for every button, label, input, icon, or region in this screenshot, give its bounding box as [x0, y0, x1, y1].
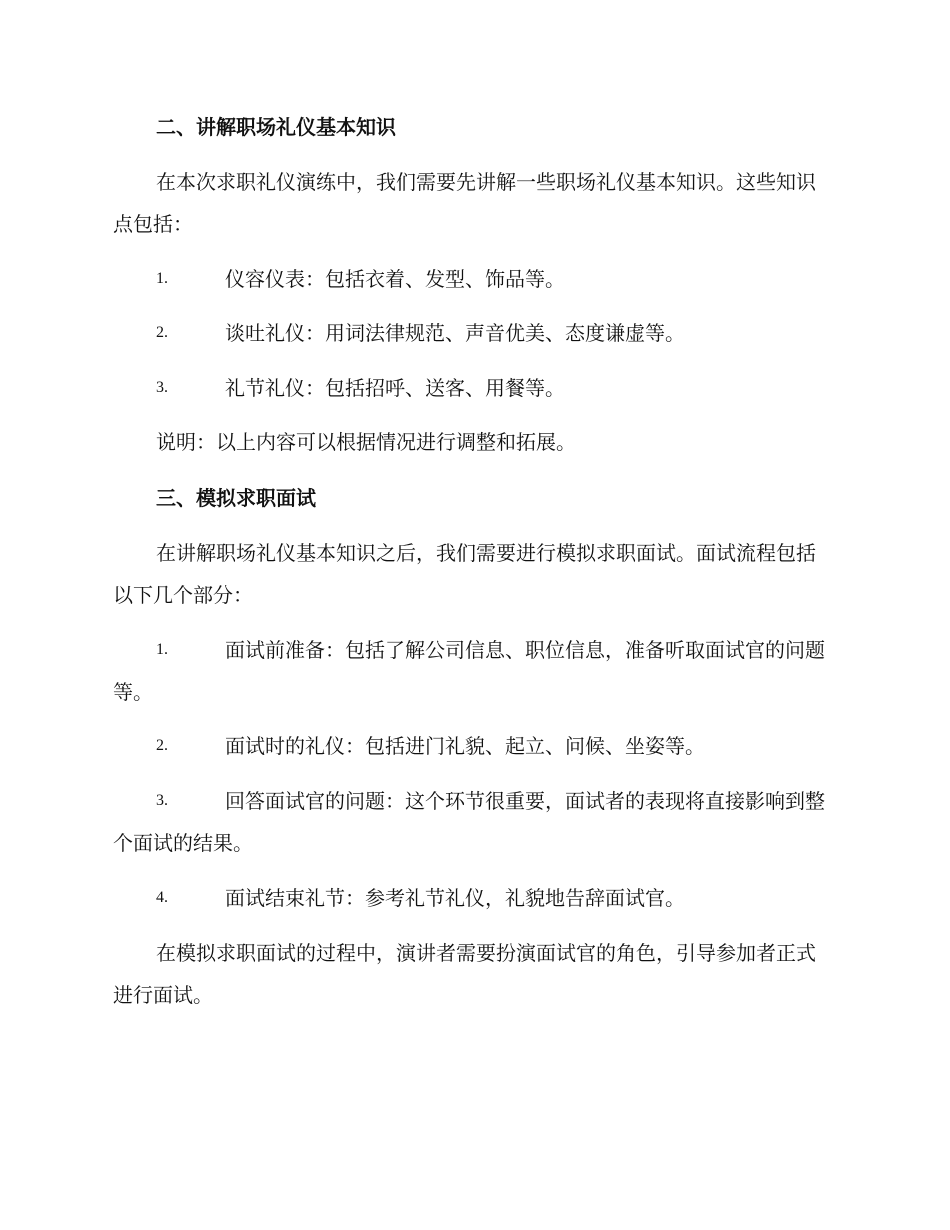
list-item — [113, 258, 833, 300]
list-item — [113, 725, 833, 767]
list-item-text: 面试时的礼仪：包括进门礼貌、起立、问候、坐姿等。 — [225, 734, 705, 758]
section-2-note: 说明：以上内容可以根据情况进行调整和拓展。 — [156, 430, 576, 454]
list-item-number: 4. — [156, 889, 168, 906]
list-item — [113, 312, 833, 354]
list-item-number: 2. — [156, 324, 168, 341]
list-item-text: 仪容仪表：包括衣着、发型、饰品等。 — [225, 267, 565, 291]
list-item-number: 1. — [156, 270, 168, 287]
list-item-number: 3. — [156, 379, 168, 396]
list-item-number: 2. — [156, 737, 168, 754]
list-item-text: 谈吐礼仪：用词法律规范、声音优美、态度谦虚等。 — [225, 321, 685, 345]
list-item-number: 1. — [156, 641, 168, 658]
section-3-closing: 在模拟求职面试的过程中，演讲者需要扮演面试官的角色，引导参加者正式进行面试。 — [113, 941, 816, 1007]
list-item — [113, 629, 833, 713]
list-item-text: 礼节礼仪：包括招呼、送客、用餐等。 — [225, 376, 565, 400]
section-heading-2: 二、讲解职场礼仪基本知识 — [156, 115, 396, 139]
section-2-intro: 在本次求职礼仪演练中，我们需要先讲解一些职场礼仪基本知识。这些知识点包括： — [113, 170, 816, 236]
list-item-text: 面试结束礼节：参考礼节礼仪，礼貌地告辞面试官。 — [225, 886, 685, 910]
list-item — [113, 780, 833, 864]
list-item-text: 面试前准备：包括了解公司信息、职位信息，准备听取面试官的问题等。 — [113, 638, 825, 704]
section-heading-3: 三、模拟求职面试 — [156, 486, 316, 510]
list-item — [113, 877, 833, 919]
section-3-intro: 在讲解职场礼仪基本知识之后，我们需要进行模拟求职面试。面试流程包括以下几个部分： — [113, 541, 816, 607]
list-item — [113, 367, 833, 409]
list-item-number: 3. — [156, 792, 168, 809]
list-item-text: 回答面试官的问题：这个环节很重要，面试者的表现将直接影响到整个面试的结果。 — [113, 789, 825, 855]
